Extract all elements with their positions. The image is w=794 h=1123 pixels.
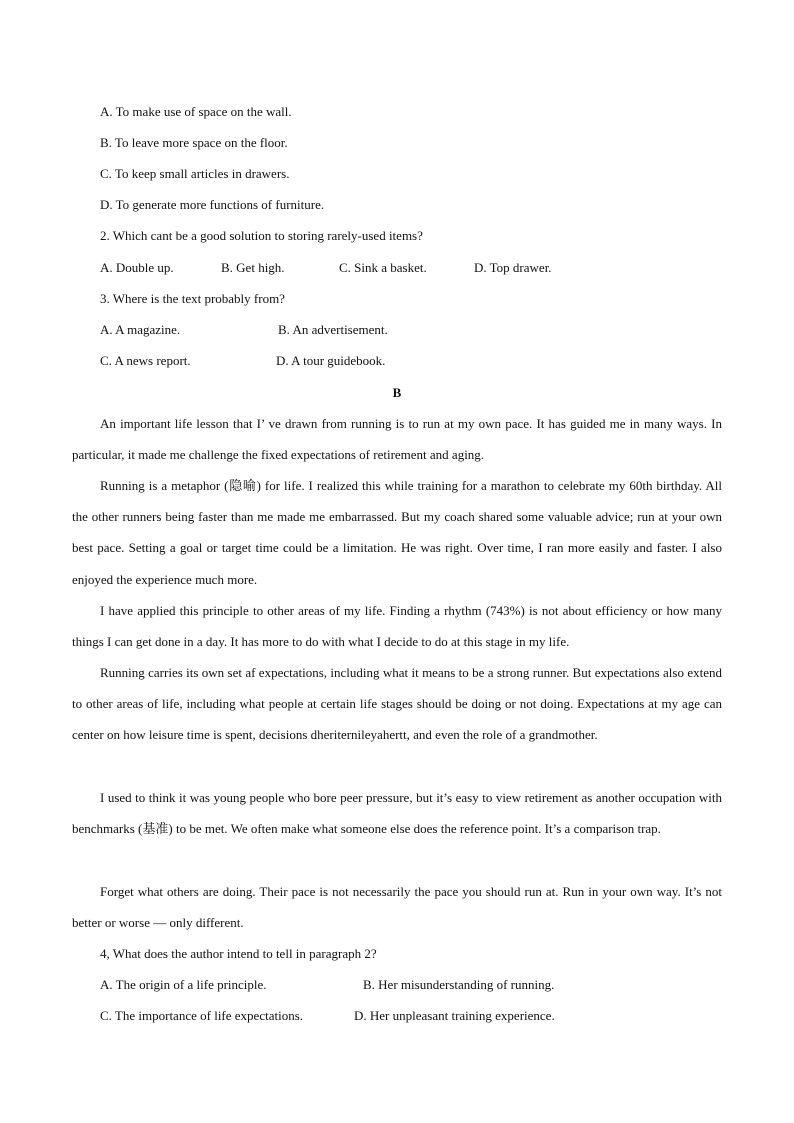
passage-paragraph-1: An important life lesson that I’ ve drawn from running is to run at my own pace. It has guided me in many ways. In particular, it made me challenge the fixed expectations of retirement and aging. <box>72 416 722 463</box>
q3-option-d: D. A tour guidebook. <box>276 353 386 368</box>
passage-paragraph-6: Forget what others are doing. Their pace is not necessarily the pace you should run at. Run in your own way. It’s not better or worse — only different. <box>72 884 722 931</box>
q2-option-b: B. Get high. <box>221 260 285 275</box>
q4-option-a: A. The origin of a life principle. <box>100 977 267 992</box>
q4-stem: 4, What does the author intend to tell in paragraph 2? <box>100 946 377 961</box>
q2-option-c: C. Sink a basket. <box>339 260 427 275</box>
q3-option-c: C. A news report. <box>100 353 191 368</box>
section-heading-b: B <box>392 385 402 400</box>
q4-option-b: B. Her misunderstanding of running. <box>363 977 555 992</box>
q1-option-c: C. To keep small articles in drawers. <box>100 166 290 181</box>
q2-option-d: D. Top drawer. <box>474 260 552 275</box>
passage-paragraph-3: I have applied this principle to other areas of my life. Finding a rhythm (743%) is not about efficiency or how many things I can get done in a day. It has more to do with what I decide to do at this stage in my life. <box>72 603 722 650</box>
q3-option-b: B. An advertisement. <box>278 322 388 337</box>
q4-option-c: C. The importance of life expectations. <box>100 1008 303 1023</box>
q4-option-d: D. Her unpleasant training experience. <box>354 1008 555 1023</box>
passage-paragraph-2: Running is a metaphor (隐喻) for life. I realized this while training for a marathon to celebrate my 60th birthday. All the other runners being faster than me made me embarrassed. But my coach shared some valuable advice; run at your own best pace. Setting a goal or target time could be a limitation. He was right. Over time, I ran more easily and faster. I also enjoyed the experience much more. <box>72 478 722 587</box>
q1-option-d: D. To generate more functions of furniture. <box>100 197 325 212</box>
passage-paragraph-5: I used to think it was young people who bore peer pressure, but it’s easy to view retirement as another occupation with benchmarks (基准) to be met. We often make what someone else does the reference point. It’s a comparison trap. <box>72 790 722 837</box>
q3-stem: 3. Where is the text probably from? <box>100 291 285 306</box>
q1-option-a: A. To make use of space on the wall. <box>100 104 292 119</box>
q3-option-a: A. A magazine. <box>100 322 181 337</box>
q2-option-a: A. Double up. <box>100 260 174 275</box>
passage-paragraph-4: Running carries its own set af expectations, including what it means to be a strong runner. But expectations also extend to other areas of life, including what people at certain life stages should be doing or not doing. Expectations at my age can center on how leisure time is spent, decisions dheriternileyahertt, and even the role of a grandmother. <box>72 665 722 743</box>
q1-option-b: B. To leave more space on the floor. <box>100 135 288 150</box>
q2-stem: 2. Which cant be a good solution to storing rarely-used items? <box>100 228 423 243</box>
